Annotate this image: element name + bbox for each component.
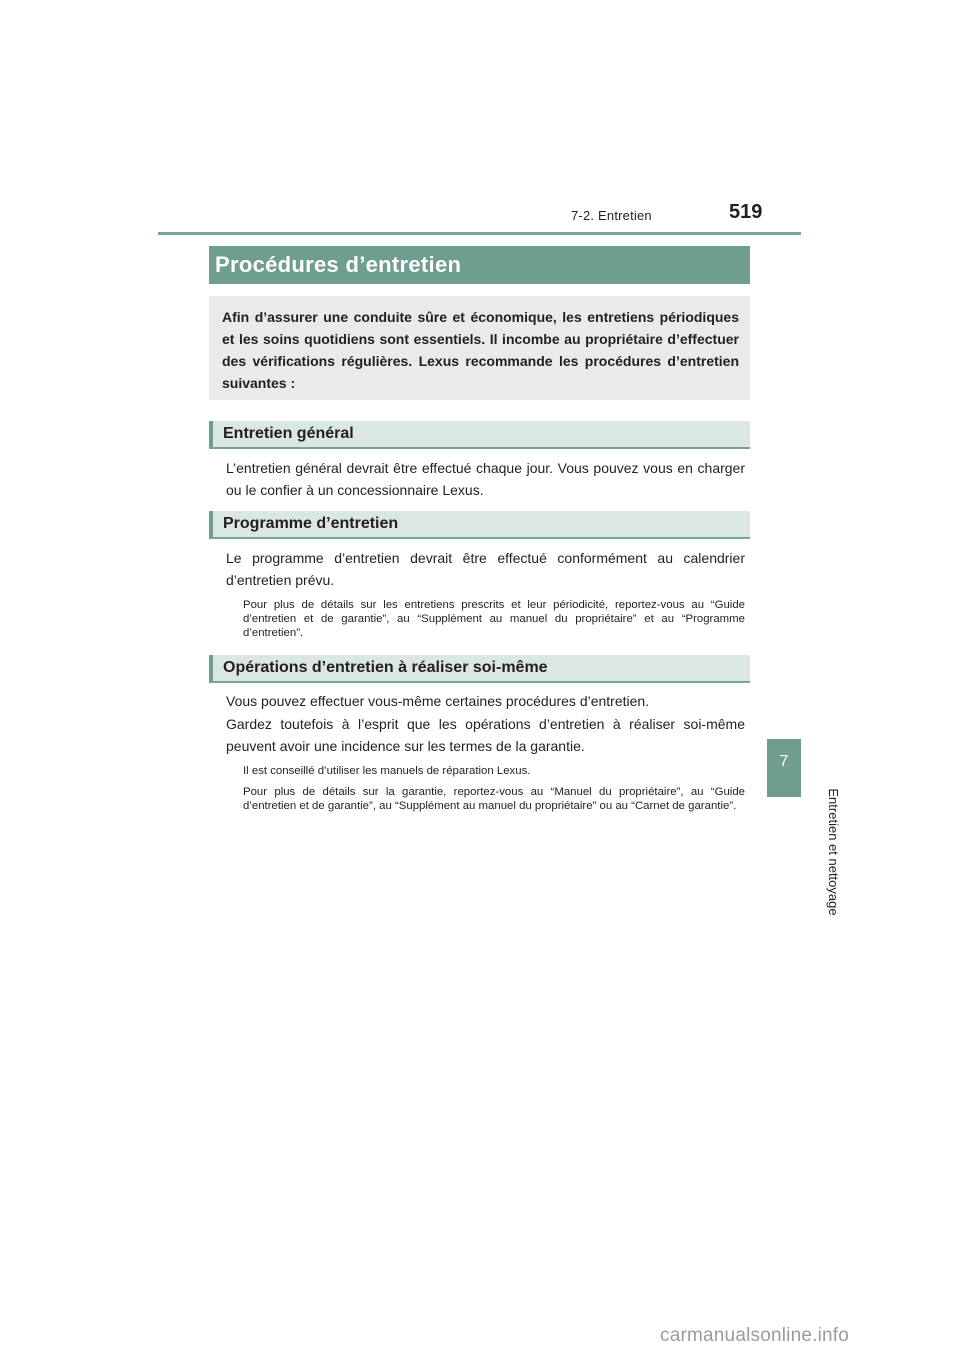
subsection-note: Pour plus de détails sur la garantie, reportez-vous au “Manuel du propriétaire”, au “Guide d’entretien et de garantie”, au “Supplément au manuel du propriétaire” ou au “Carnet de garantie”. [243, 786, 745, 812]
subsection-note: Il est conseillé d’utiliser les manuels de réparation Lexus. [243, 765, 531, 777]
chapter-label: Entretien et nettoyage [826, 788, 841, 916]
subsection-title: Entretien général [223, 425, 354, 442]
subsection-note: Pour plus de détails sur les entretiens prescrits et leur périodicité, reportez-vous au “Guide d’entretien et de garantie”, au “Supplément au manuel du propriétaire” et au “Programme d’entretien”. [243, 599, 745, 639]
page-title: Procédures d’entretien [215, 252, 462, 277]
page-number: 519 [729, 201, 763, 223]
running-header: 7-2. Entretien [571, 208, 652, 223]
header-rule [158, 232, 801, 235]
subsection-bar-general [209, 421, 750, 449]
subsection-title: Opérations d’entretien à réaliser soi-même [223, 659, 548, 676]
chapter-tab: 7 [767, 739, 801, 797]
subsection-bar-self-maintenance [209, 655, 750, 683]
subsection-bar-programme [209, 511, 750, 539]
subsection-body: L’entretien général devrait être effectué chaque jour. Vous pouvez vous en charger ou le confier à un concessionnaire Lexus. [226, 460, 745, 498]
subsection-body: Le programme d’entretien devrait être effectué conformément au calendrier d’entretien prévu. [226, 550, 745, 588]
watermark: carmanualsonline.info [660, 1325, 850, 1346]
subsection-body: Gardez toutefois à l’esprit que les opérations d’entretien à réaliser soi-même peuvent avoir une incidence sur les termes de la garantie. [226, 716, 745, 754]
intro-text: Afin d’assurer une conduite sûre et économique, les entretiens périodiques et les soins quotidiens sont essentiels. Il incombe au propriétaire d’effectuer des vérifications régulières. Lexus recommande les procédures d’entretien suivantes : [222, 309, 739, 391]
subsection-title: Programme d’entretien [223, 515, 399, 532]
subsection-body: Vous pouvez effectuer vous-même certaines procédures d’entretien. [226, 693, 650, 709]
